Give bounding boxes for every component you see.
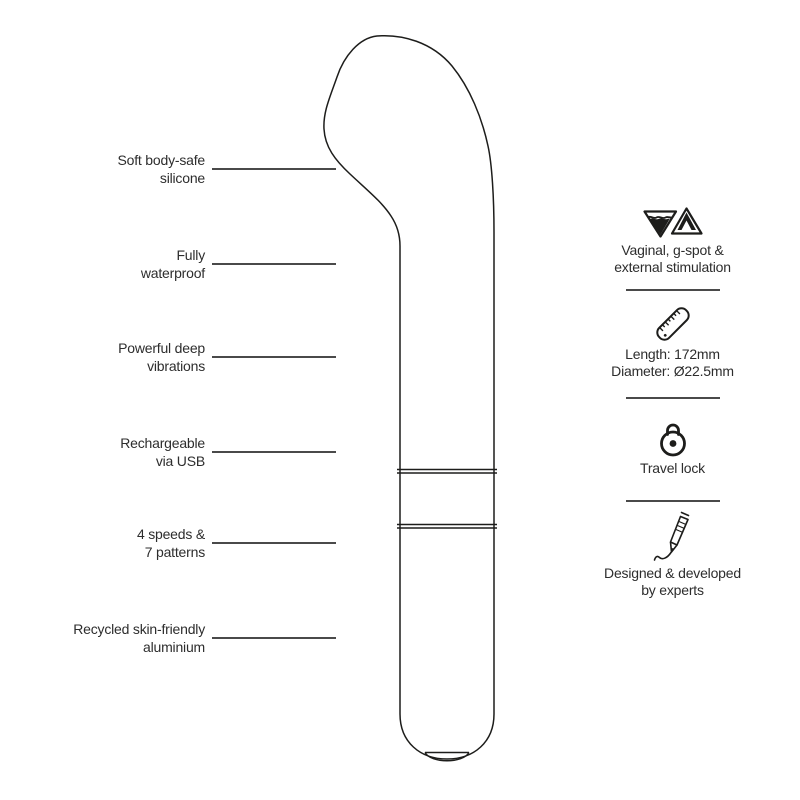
spec-travel-lock [585,419,760,477]
feature-label-line: vibrations [147,358,205,374]
feature-label-line: Soft body-safe [117,152,205,168]
feature-label-line: via USB [155,453,205,469]
spec-text-line: Vaginal, g-spot & [621,242,724,258]
device-outline-drawing [290,25,530,780]
feature-label-line: waterproof [140,265,205,281]
triangles-stimulation-icon [641,203,705,239]
feature-label-aluminium [40,620,205,656]
feature-label-waterproof [40,246,205,282]
feature-label-line: Powerful deep [118,340,205,356]
feature-label-line: 4 speeds & [136,526,205,542]
ruler-icon [653,304,693,344]
device-button-bands [397,470,497,529]
feature-label-line: Rechargeable [120,435,205,451]
spec-stimulation [585,203,760,276]
spec-text-line: Diameter: Ø22.5mm [611,363,734,379]
feature-label-vibrations [40,339,205,375]
feature-label-speeds [40,525,205,561]
feature-label-line: silicone [159,170,205,186]
feature-label-line: Recycled skin-friendly [73,621,205,637]
spec-divider-1 [626,289,720,291]
feature-label-line: 7 patterns [144,544,205,560]
feature-label-line: Fully [176,247,205,263]
spec-text-line: by experts [641,582,704,598]
spec-divider-3 [626,500,720,502]
spec-text-line: Length: 172mm [625,346,720,362]
padlock-icon [655,419,691,458]
feature-label-silicone [40,151,205,187]
spec-text-line: external stimulation [614,259,731,275]
device-body-outline [324,36,494,759]
spec-text-line: Travel lock [640,460,705,476]
feature-label-line: aluminium [143,639,205,655]
feature-label-rechargeable [40,434,205,470]
spec-dimensions [585,304,760,380]
spec-text-line: Designed & developed [604,565,741,581]
pencil-icon [651,509,695,561]
spec-experts [585,509,760,599]
spec-divider-2 [626,397,720,399]
